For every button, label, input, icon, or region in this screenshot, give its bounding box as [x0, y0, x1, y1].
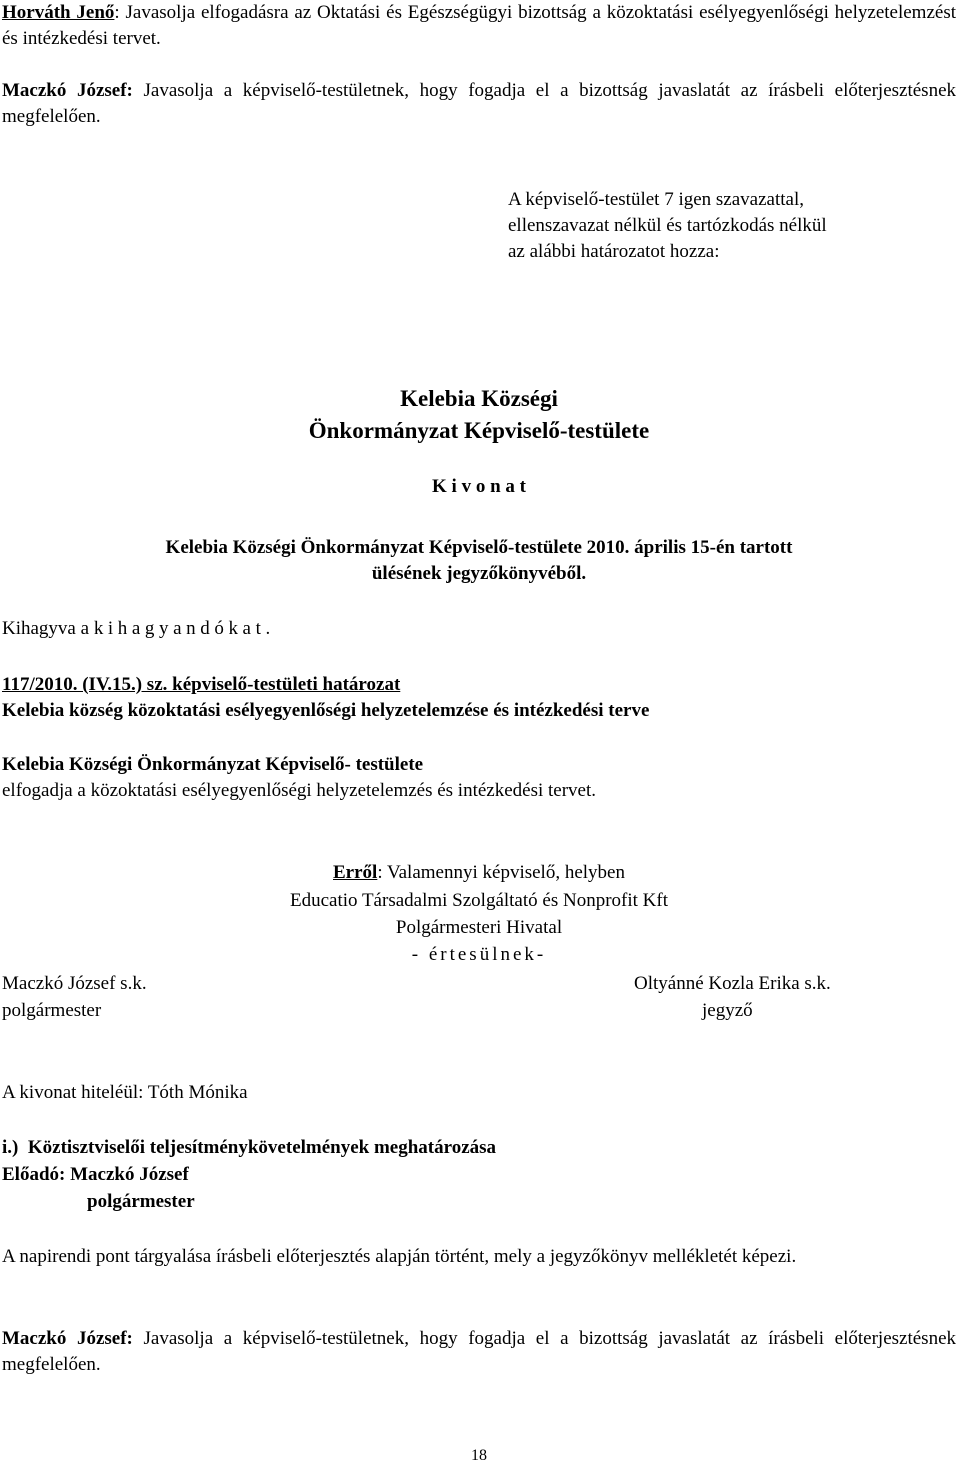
paragraph-text: : Javasolja elfogadásra az Oktatási és Egészségügyi bizottság a közoktatási esélyegyenlőségi helyzetelemzést és intézkedési tervet.	[2, 2, 956, 49]
page-number: 18	[471, 1447, 487, 1464]
paragraph-horvath	[2, 0, 956, 52]
paragraph-text: Javasolja a képviselő-testületnek, hogy fogadja el a bizottság javaslatát az írásbeli előterjesztésnek megfelelően.	[2, 1328, 957, 1375]
notify-line-2: Educatio Társadalmi Szolgáltató és Nonprofit Kft	[290, 890, 668, 911]
signature-right-name: Oltyánné Kozla Erika s.k.	[634, 973, 831, 994]
resolution-title: Kelebia község közoktatási esélyegyenlőségi helyzetelemzése és intézkedési terve	[2, 700, 650, 721]
heading-line-1: Kelebia Községi	[400, 386, 558, 411]
agenda-item: i.) Köztisztviselői teljesítménykövetelmények meghatározása	[2, 1137, 497, 1158]
agenda-presenter: Előadó: Maczkó József	[2, 1164, 189, 1185]
heading-line-2: Önkormányzat Képviselő-testülete	[308, 418, 650, 443]
signature-left-name: Maczkó József s.k.	[2, 973, 147, 994]
speaker-maczko: Maczkó József:	[2, 80, 133, 101]
omitted-note	[2, 616, 275, 642]
speaker-horvath: Horváth Jenő	[2, 2, 115, 23]
kivonat-title: K i v o n a t	[432, 476, 526, 497]
vote-line-3: az alábbi határozatot hozza:	[508, 241, 720, 262]
speaker-maczko-2: Maczkó József:	[2, 1328, 133, 1349]
paragraph-text: Javasolja a képviselő-testületnek, hogy fogadja el a bizottság javaslatát az írásbeli előterjesztésnek megfelelően.	[2, 80, 957, 127]
resolution-body: elfogadja a közoktatási esélyegyenlőségi helyzetelemzés és intézkedési tervet.	[2, 780, 597, 801]
notify-line-3: Polgármesteri Hivatal	[395, 917, 563, 938]
signature-left-title: polgármester	[2, 1000, 102, 1021]
minutes-line-2: ülésének jegyzőkönyvéből.	[371, 563, 587, 584]
certified-by: A kivonat hiteléül: Tóth Mónika	[2, 1082, 248, 1103]
vote-line-2: ellenszavazat nélkül és tartózkodás nélkül	[508, 215, 827, 236]
agenda-presenter-title: polgármester	[87, 1191, 195, 1212]
paragraph-maczko-2	[2, 1326, 956, 1378]
minutes-line-1: Kelebia Községi Önkormányzat Képviselő-testülete 2010. április 15-én tartott	[165, 537, 793, 558]
paragraph-maczko	[2, 78, 956, 130]
resolution-number: 117/2010. (IV.15.) sz. képviselő-testületi határozat	[2, 674, 401, 695]
omitted-spaced: kihagyandókat.	[93, 618, 275, 639]
notify-line-1	[2, 860, 956, 886]
paragraph-discussion: A napirendi pont tárgyalása írásbeli előterjesztés alapján történt, mely a jegyzőkönyv mellékletét képezi.	[2, 1246, 797, 1267]
vote-line-1: A képviselő-testület 7 igen szavazattal,	[508, 189, 804, 210]
omitted-prefix: Kihagyva a	[2, 618, 94, 639]
signature-right-title: jegyző	[702, 1000, 753, 1021]
notify-label: Erről	[333, 862, 378, 883]
notify-line-4: - értesülnek-	[411, 944, 547, 965]
notify-rest: : Valamennyi képviselő, helyben	[377, 862, 625, 883]
resolution-body-bold: Kelebia Községi Önkormányzat Képviselő- testülete	[2, 754, 424, 775]
